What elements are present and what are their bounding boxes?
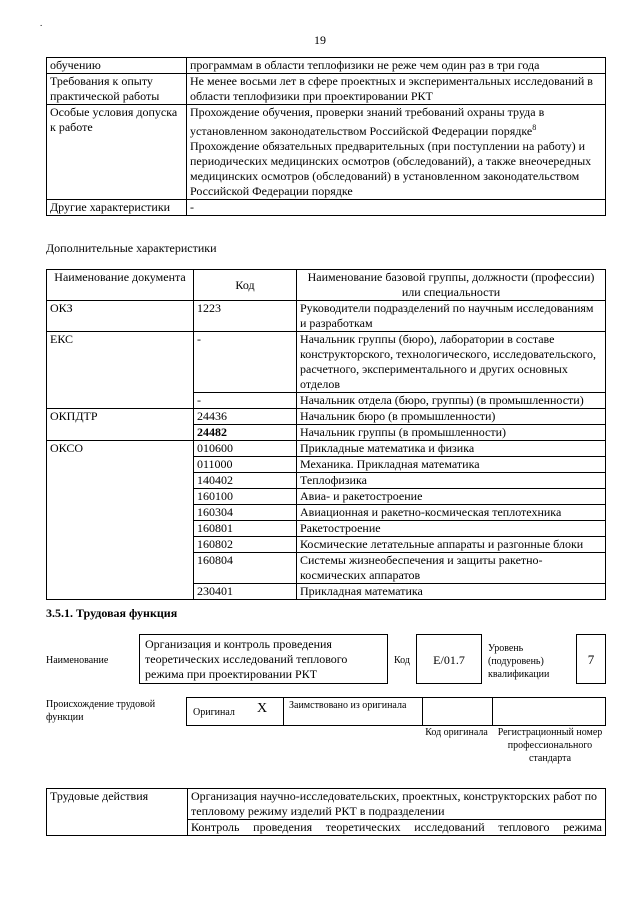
row-value: - [187, 200, 606, 216]
row-label: Особые условия допуска к работе [47, 105, 187, 200]
code-cell: 160801 [194, 521, 297, 537]
row-value: программам в области теплофизики не реже чем один раз в три года [187, 58, 606, 74]
name-cell: Начальник бюро (в промышленности) [297, 409, 606, 425]
function-code-box: E/01.7 [416, 634, 482, 684]
row-value-text: Прохождение обязательных предварительных (при поступлении на работу) и периодических медицинских осмотров (обследований), а также внеочередных медицинских осмотров (обследований) в установленном законодательством Российской Федерации порядке [190, 139, 592, 198]
code-cell: - [194, 393, 297, 409]
name-cell: Авиационная и ракетно-космическая теплотехника [297, 505, 606, 521]
table-row [47, 332, 606, 393]
table-row [47, 789, 606, 820]
reg-number-label: Регистрационный номер профессионального стандарта [497, 727, 603, 764]
name-label: Наименование [46, 655, 109, 666]
original-label: Оригинал [193, 707, 235, 718]
page-number: 19 [314, 33, 326, 47]
actions-label: Трудовые действия [47, 789, 188, 836]
table-row [47, 74, 606, 105]
code-cell: - [194, 332, 297, 393]
header-name: Наименование базовой группы, должности (профессии) или специальности [297, 270, 606, 301]
requirements-table [46, 57, 606, 216]
doc-cell: ОКПДТР [47, 409, 194, 441]
doc-cell: ОКСО [47, 441, 194, 600]
code-cell: 24436 [194, 409, 297, 425]
name-cell: Прикладные математика и физика [297, 441, 606, 457]
code-cell: 160804 [194, 553, 297, 584]
action-item: Организация научно-исследовательских, проектных, конструкторских работ по тепловому режиму изделий РКТ в подразделении [188, 789, 606, 820]
doc-cell: ОКЗ [47, 301, 194, 332]
name-cell: Системы жизнеобеспечения и защиты ракетно-космических аппаратов [297, 553, 606, 584]
code-cell: 140402 [194, 473, 297, 489]
code-cell: 1223 [194, 301, 297, 332]
code-cell: 160802 [194, 537, 297, 553]
code-cell: 011000 [194, 457, 297, 473]
header-code: Код [194, 270, 297, 301]
corner-mark: . [40, 18, 43, 28]
name-cell: Начальник группы (бюро), лаборатории в составе конструкторского, технологического, исследовательского, расчетного, экспериментального и других основных отделов [297, 332, 606, 393]
name-cell: Авиа- и ракетостроение [297, 489, 606, 505]
function-heading: 3.5.1. Трудовая функция [46, 606, 178, 620]
borrowed-label: Заимствовано из оригинала [289, 700, 407, 711]
row-label: обучению [47, 58, 187, 74]
table-row [47, 105, 606, 200]
code-cell: 24482 [194, 425, 297, 441]
name-cell: Механика. Прикладная математика [297, 457, 606, 473]
name-cell: Начальник отдела (бюро, группы) (в промышленности) [297, 393, 606, 409]
original-mark: X [257, 701, 268, 716]
name-cell: Прикладная математика [297, 584, 606, 600]
row-value-text: Прохождение обучения, проверки знаний требований охраны труда в установленном законодательством Российской Федерации порядке [190, 105, 545, 138]
code-cell: 160304 [194, 505, 297, 521]
origin-label: Происхождение трудовой функции [46, 699, 156, 723]
name-cell: Космические летательные аппараты и разгонные блоки [297, 537, 606, 553]
row-value: Не менее восьми лет в сфере проектных и экспериментальных исследований в области теплофизики при проектировании РКТ [187, 74, 606, 105]
name-cell: Начальник группы (в промышленности) [297, 425, 606, 441]
level-label: Уровень (подуровень) квалификации [488, 643, 550, 680]
section-title: Дополнительные характеристики [46, 241, 217, 255]
function-name-box: Организация и контроль проведения теоретических исследований теплового режима при проектировании РКТ [139, 634, 388, 684]
actions-table [46, 788, 606, 836]
code-cell: 230401 [194, 584, 297, 600]
row-label: Другие характеристики [47, 200, 187, 216]
code-cell: 010600 [194, 441, 297, 457]
code-original-label: Код оригинала [425, 727, 488, 738]
footnote-ref: 8 [532, 123, 537, 132]
table-row [47, 200, 606, 216]
name-cell: Теплофизика [297, 473, 606, 489]
origin-grid [186, 697, 606, 726]
classification-table [46, 269, 606, 600]
table-row [47, 409, 606, 425]
level-value-box: 7 [576, 634, 606, 684]
name-cell: Руководители подразделений по научным исследованиям и разработкам [297, 301, 606, 332]
row-label: Требования к опыту практической работы [47, 74, 187, 105]
row-value [187, 105, 606, 200]
code-cell: 160100 [194, 489, 297, 505]
table-row [47, 301, 606, 332]
action-item: Контроль проведения теоретических исследований теплового режима [188, 820, 606, 836]
table-row [47, 441, 606, 457]
table-row [47, 58, 606, 74]
doc-cell: ЕКС [47, 332, 194, 409]
table-header-row [47, 270, 606, 301]
name-cell: Ракетостроение [297, 521, 606, 537]
header-document: Наименование документа [47, 270, 194, 301]
code-label: Код [394, 655, 410, 666]
